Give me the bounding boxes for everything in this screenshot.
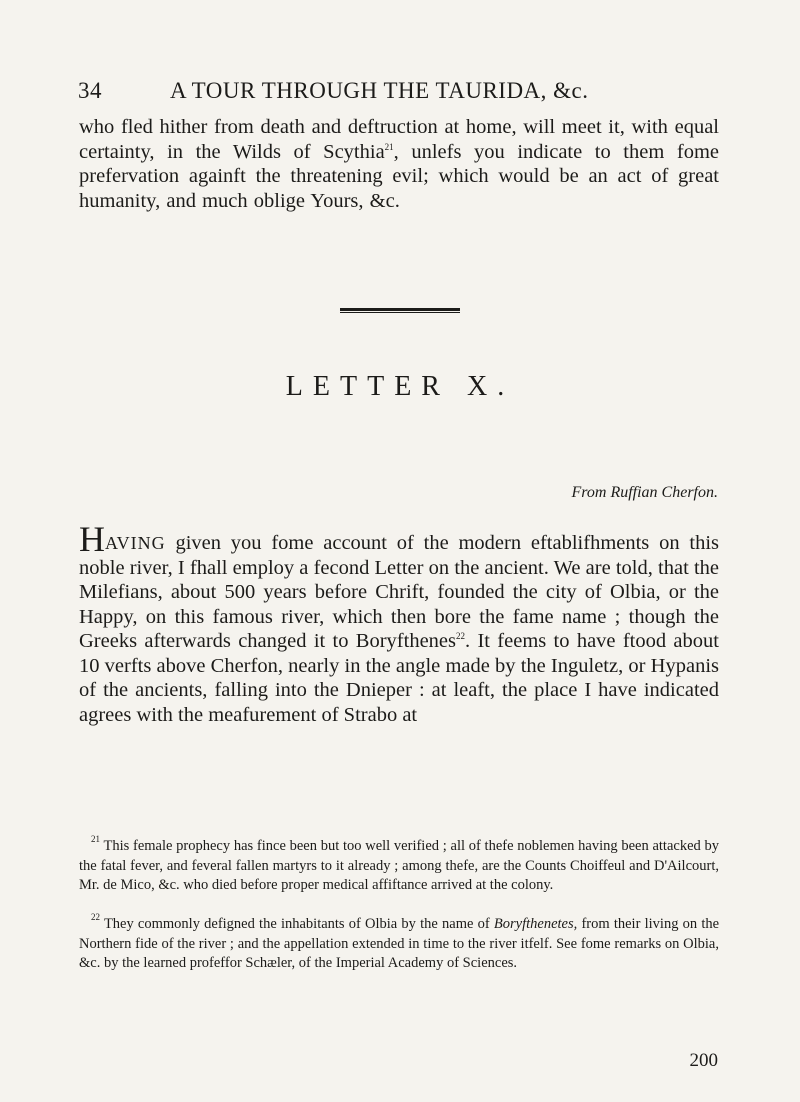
footnote-marker: 22 — [91, 912, 100, 922]
letter-text-cont: . It feems to have ftood about 10 verfts above Cherfon, nearly in the angle made by the Inguletz, or Hypanis of the ancients, falling into the Dnieper : at leaft, the place I have indicated agrees with the meafurement of Strabo at — [79, 630, 719, 726]
catchword: 200 — [689, 1050, 718, 1071]
section-rule — [340, 308, 460, 313]
footnote-marker: 21 — [91, 834, 100, 844]
footnote-22 — [79, 912, 720, 974]
opening-text: who fled hither from death and deftruction at home, will meet it, with equal certainty, in the Wilds of Scythia — [79, 116, 719, 163]
letter-heading: LETTER X. — [285, 371, 515, 402]
page-number: 34 — [78, 78, 102, 103]
opening-paragraph — [79, 115, 719, 213]
running-title: A TOUR THROUGH THE TAURIDA, &c. — [170, 78, 589, 103]
drop-cap: H — [79, 519, 105, 559]
footnote-text-cont: from their living on the Northern fide of the river ; and the appellation extended in time to the river itfelf. See fome remarks on Olbia, &c. by the learned profeffor Schæler, of the Imperial Academy of Sciences. — [79, 916, 720, 971]
letter-dateline: From Ruffian Cherfon. — [571, 484, 718, 501]
opening-text-cont: , unlefs you indicate to them fome prefervation againft the threatening evil; which would be an act of great humanity, and much oblige Yours, &c. — [79, 140, 719, 212]
letter-text: given you fome account of the modern eftablifhments on this noble river, I fhall employ a fecond Letter on the ancient. We are told, that the Milefians, about 500 years before Chrift, founded the city of Olbia, or the Happy, on this famous river, which then bore the fame name ; though the Greeks afterwards changed it to Boryfthenes — [79, 532, 719, 652]
footnote-21 — [79, 834, 719, 896]
small-caps-opening: AVING — [105, 533, 166, 553]
footnote-italic: Boryfthenetes, — [493, 916, 578, 932]
footnote-text: They commonly defigned the inhabitants of Olbia by the name of — [103, 916, 490, 932]
footnote-text: This female prophecy has fince been but too well verified ; all of thefe noblemen having been attacked by the fatal fever, and feveral fallen martyrs to it already ; among thefe, are the Counts Choiffeul and D'Ailcourt, Mr. de Mico, &c. who died before proper medical affiftance arrived at the colony. — [79, 838, 719, 893]
letter-body — [79, 519, 719, 727]
note-ref-22: 22 — [456, 631, 465, 641]
note-ref-21: 21 — [384, 141, 394, 152]
